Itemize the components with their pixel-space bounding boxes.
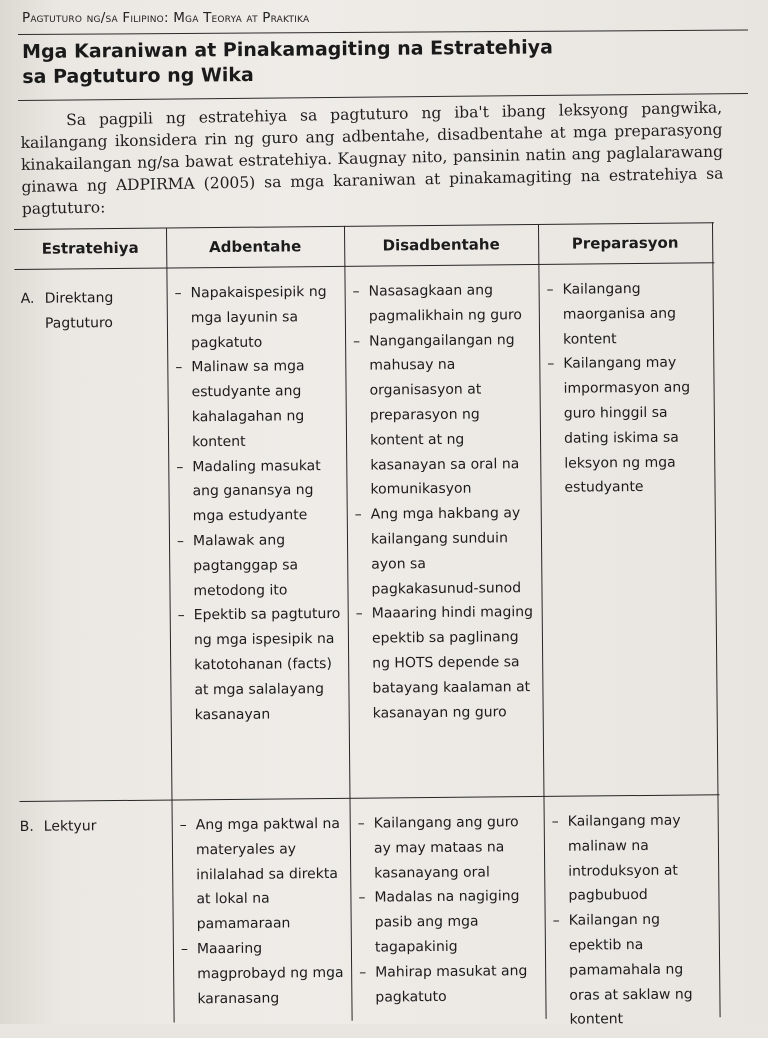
advantage-item: – Ang mga paktwal na materyales ay inilalahad sa direkta at lokal na pamamaraan — [180, 812, 347, 938]
disadvantage-item: – Nasasagkaan ang pagmalikhain ng guro — [353, 278, 535, 329]
preparation-item: – Kailangan ng epektib na pamamahala ng oras at saklaw ng kontent — [553, 907, 716, 1033]
advantage-item: – Malinaw sa mga estudyante ang kahalagahan ng kontent — [175, 354, 342, 455]
disadvantage-item: – Madalas na nagiging pasib ang mga tagapakinig — [358, 884, 541, 960]
disadvantage-item: – Ang mga hakbang ay kailangang sunduin ayon sa pagkakasunud-sunod — [355, 501, 538, 602]
intro-paragraph: Sa pagpili ng estratehiya sa pagtuturo ng iba't ibang leksyong pangwika, kailangang ikonsidera rin ng guro ang adbentahe, disadbentahe at mga preparasyong kinakailangan ng/sa bawat estratehiya. Kaugnay nito, pansinin natin ang paglalarawang ginawa ng ADPIRMA (2005) sa mga karaniwan at pinakamagiting na estratehiya sa pagtuturo: — [20, 98, 724, 218]
advantages-cell — [180, 812, 348, 1012]
advantages-cell — [175, 280, 345, 728]
header-adbentahe: Adbentahe — [209, 237, 302, 257]
preparation-cell — [546, 276, 710, 501]
disadvantages-cell — [358, 810, 542, 1010]
section-title — [22, 34, 742, 90]
strategy-table — [14, 222, 722, 1029]
preparation-item: – Kailangang may impormasyon ang guro hinggil sa dating iskima sa leksyon ng mga estudyante — [547, 351, 710, 501]
advantage-item: – Malawak ang pagtanggap sa metodong ito — [177, 528, 344, 604]
table-row-divider — [19, 794, 719, 802]
advantage-item: – Napakaispesipik ng mga layunin sa pagkatuto — [175, 280, 342, 356]
preparation-cell — [552, 808, 716, 1033]
strategy-letter: A. — [20, 290, 35, 307]
table-column-divider — [166, 228, 175, 1023]
disadvantage-item: – Nangangailangan ng mahusay na organisasyon at preparasyon ng kontent at ng kasanayan sa oral na komunikasyon — [353, 328, 537, 503]
preparation-item: – Kailangang may malinaw na introduksyon at pagbubuod — [552, 808, 715, 909]
disadvantage-item: – Maaaring hindi maging epektib sa paglinang ng HOTS depende sa batayang kaalaman at kasanayan ng guro — [356, 600, 539, 726]
strategy-name: Direktang Pagtuturo — [44, 290, 114, 332]
advantage-item: – Maaaring magprobayd ng mga karanasang — [181, 936, 348, 1012]
advantage-item: – Epektib sa pagtuturo ng mga ispesipik na katotohanan (facts) at mga salalayang kasanayan — [178, 602, 345, 728]
header-estratehiya: Estratehiya — [41, 238, 139, 258]
preparation-item: – Kailangang maorganisa ang kontent — [546, 276, 709, 352]
advantage-item: – Madaling masukat ang ganansya ng mga estudyante — [176, 453, 343, 529]
disadvantage-item: – Mahirap masukat ang pagkatuto — [359, 959, 541, 1010]
strategy-cell — [21, 286, 161, 337]
header-disadbentahe: Disadbentahe — [382, 235, 500, 255]
strategy-letter: B. — [19, 818, 34, 835]
disadvantage-item: – Kailangang ang guro ay may mataas na kasanayang oral — [358, 810, 541, 886]
strategy-cell — [20, 814, 166, 840]
header-preparasyon: Preparasyon — [571, 233, 679, 253]
running-head: Pagtuturo ng/sa Filipino: Mga Teorya at Praktika — [22, 10, 310, 26]
section-title-line-2: sa Pagtuturo ng Wika — [22, 63, 254, 88]
section-title-line-1: Mga Karaniwan at Pinakamagiting na Estratehiya — [22, 36, 553, 63]
strategy-name: Lektyur — [43, 818, 97, 835]
disadvantages-cell — [353, 278, 539, 726]
